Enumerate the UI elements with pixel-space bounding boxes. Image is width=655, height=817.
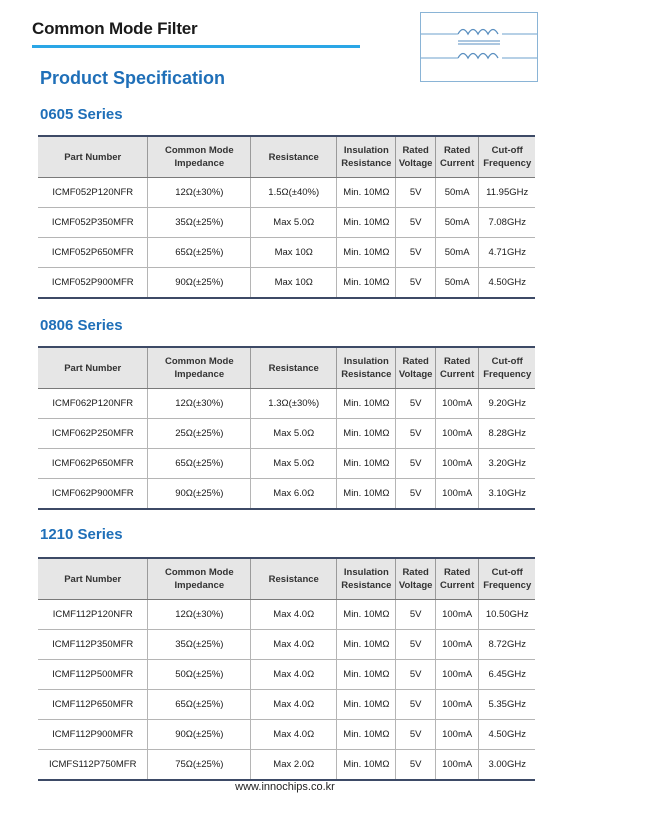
cell-rated-current: 50mA [435, 238, 479, 268]
cell-common-mode-impedance: 12Ω(±30%) [148, 389, 251, 419]
page-title: Common Mode Filter [32, 19, 198, 38]
column-header-text: Current [439, 158, 475, 169]
cell-resistance: Max 6.0Ω [251, 479, 337, 510]
column-header-text: Cut-off [491, 145, 523, 156]
cell-insulation-resistance: Min. 10MΩ [337, 479, 396, 510]
cell-cutoff-frequency: 11.95GHz [479, 178, 535, 208]
cell-rated-current: 100mA [435, 630, 479, 660]
cell-resistance: Max 4.0Ω [251, 600, 337, 630]
series-heading-0605: 0605 Series [40, 106, 123, 123]
cell-insulation-resistance: Min. 10MΩ [337, 600, 396, 630]
column-header-resistance [251, 558, 337, 600]
table-row [38, 419, 535, 449]
cell-rated-voltage: 5V [396, 600, 435, 630]
cell-rated-voltage: 5V [396, 630, 435, 660]
column-header-text: Frequency [483, 158, 532, 169]
column-header-text: Frequency [483, 580, 532, 591]
cell-cutoff-frequency: 8.28GHz [479, 419, 535, 449]
cell-insulation-resistance: Min. 10MΩ [337, 208, 396, 238]
cell-rated-current: 100mA [435, 660, 479, 690]
common-mode-choke-schematic-icon [420, 12, 538, 82]
cell-part-number: ICMF052P900MFR [38, 268, 148, 299]
table-row [38, 750, 535, 781]
cell-rated-voltage: 5V [396, 178, 435, 208]
cell-rated-voltage: 5V [396, 479, 435, 510]
cell-resistance: Max 5.0Ω [251, 419, 337, 449]
column-header-rated-voltage [396, 136, 435, 178]
cell-resistance: Max 4.0Ω [251, 660, 337, 690]
cell-part-number: ICMF112P350MFR [38, 630, 148, 660]
cell-part-number: ICMF112P650MFR [38, 690, 148, 720]
column-header-text: Insulation [343, 356, 389, 367]
cell-common-mode-impedance: 65Ω(±25%) [148, 238, 251, 268]
cell-cutoff-frequency: 10.50GHz [479, 600, 535, 630]
spec-table-1210 [38, 557, 535, 781]
cell-part-number: ICMF052P650MFR [38, 238, 148, 268]
cell-resistance: Max 4.0Ω [251, 720, 337, 750]
column-header-text: Impedance [174, 369, 225, 380]
column-header-text: Common Mode [165, 356, 234, 367]
table-row [38, 268, 535, 299]
cell-rated-voltage: 5V [396, 449, 435, 479]
cell-rated-voltage: 5V [396, 389, 435, 419]
column-header-text: Voltage [398, 158, 433, 169]
column-header-text: Cut-off [491, 567, 523, 578]
column-header-text: Rated [443, 145, 471, 156]
column-header-text: Rated [402, 145, 429, 156]
column-header-text: Part Number [64, 151, 122, 163]
cell-resistance: Max 4.0Ω [251, 630, 337, 660]
column-header-rated-current [435, 558, 479, 600]
cell-rated-current: 100mA [435, 750, 479, 781]
table-header-row [38, 136, 535, 178]
column-header-insulation-resistance [337, 347, 396, 389]
column-header-cutoff-frequency [479, 136, 535, 178]
column-header-text: Rated [402, 567, 429, 578]
cell-common-mode-impedance: 50Ω(±25%) [148, 660, 251, 690]
column-header-text: Part Number [64, 573, 122, 585]
cell-rated-voltage: 5V [396, 690, 435, 720]
series-heading-0806: 0806 Series [40, 317, 123, 334]
table-row [38, 208, 535, 238]
cell-cutoff-frequency: 4.50GHz [479, 720, 535, 750]
cell-insulation-resistance: Min. 10MΩ [337, 449, 396, 479]
cell-common-mode-impedance: 65Ω(±25%) [148, 690, 251, 720]
table-row [38, 630, 535, 660]
cell-common-mode-impedance: 25Ω(±25%) [148, 419, 251, 449]
table-header-row [38, 347, 535, 389]
cell-insulation-resistance: Min. 10MΩ [337, 720, 396, 750]
column-header-text: Resistance [268, 573, 319, 585]
cell-cutoff-frequency: 4.50GHz [479, 268, 535, 299]
cell-insulation-resistance: Min. 10MΩ [337, 660, 396, 690]
cell-rated-voltage: 5V [396, 750, 435, 781]
column-header-resistance [251, 347, 337, 389]
cell-rated-current: 100mA [435, 389, 479, 419]
cell-rated-current: 50mA [435, 208, 479, 238]
table-row [38, 178, 535, 208]
column-header-text: Resistance [268, 362, 319, 374]
cell-common-mode-impedance: 12Ω(±30%) [148, 178, 251, 208]
cell-common-mode-impedance: 75Ω(±25%) [148, 750, 251, 781]
column-header-cutoff-frequency [479, 558, 535, 600]
column-header-rated-current [435, 347, 479, 389]
column-header-text: Rated [443, 567, 471, 578]
column-header-text: Resistance [341, 158, 392, 169]
column-header-cutoff-frequency [479, 347, 535, 389]
column-header-text: Part Number [64, 362, 122, 374]
cell-insulation-resistance: Min. 10MΩ [337, 389, 396, 419]
cell-part-number: ICMF112P500MFR [38, 660, 148, 690]
column-header-text: Insulation [343, 567, 389, 578]
cell-part-number: ICMF112P120NFR [38, 600, 148, 630]
cell-rated-current: 100mA [435, 690, 479, 720]
cell-cutoff-frequency: 6.45GHz [479, 660, 535, 690]
cell-cutoff-frequency: 9.20GHz [479, 389, 535, 419]
cell-insulation-resistance: Min. 10MΩ [337, 419, 396, 449]
cell-rated-voltage: 5V [396, 208, 435, 238]
column-header-rated-voltage [396, 558, 435, 600]
table-row [38, 389, 535, 419]
table-row [38, 690, 535, 720]
cell-resistance: Max 10Ω [251, 268, 337, 299]
column-header-resistance [251, 136, 337, 178]
cell-cutoff-frequency: 5.35GHz [479, 690, 535, 720]
spec-table-0806 [38, 346, 535, 510]
cell-resistance: Max 4.0Ω [251, 690, 337, 720]
cell-rated-voltage: 5V [396, 419, 435, 449]
cell-common-mode-impedance: 35Ω(±25%) [148, 208, 251, 238]
table-row [38, 660, 535, 690]
column-header-text: Common Mode [165, 145, 234, 156]
title-underline [32, 45, 360, 48]
column-header-part-number [38, 136, 148, 178]
cell-rated-current: 100mA [435, 419, 479, 449]
cell-cutoff-frequency: 3.20GHz [479, 449, 535, 479]
cell-part-number: ICMF052P350MFR [38, 208, 148, 238]
column-header-insulation-resistance [337, 558, 396, 600]
cell-part-number: ICMF062P250MFR [38, 419, 148, 449]
table-row [38, 238, 535, 268]
cell-insulation-resistance: Min. 10MΩ [337, 630, 396, 660]
cell-part-number: ICMFS112P750MFR [38, 750, 148, 781]
column-header-rated-current [435, 136, 479, 178]
cell-insulation-resistance: Min. 10MΩ [337, 178, 396, 208]
column-header-common-mode-impedance [148, 136, 251, 178]
cell-common-mode-impedance: 35Ω(±25%) [148, 630, 251, 660]
cell-common-mode-impedance: 65Ω(±25%) [148, 449, 251, 479]
column-header-text: Rated [443, 356, 471, 367]
cell-cutoff-frequency: 8.72GHz [479, 630, 535, 660]
column-header-insulation-resistance [337, 136, 396, 178]
cell-resistance: Max 2.0Ω [251, 750, 337, 781]
cell-resistance: Max 10Ω [251, 238, 337, 268]
column-header-common-mode-impedance [148, 558, 251, 600]
cell-common-mode-impedance: 90Ω(±25%) [148, 268, 251, 299]
cell-rated-current: 100mA [435, 720, 479, 750]
cell-rated-voltage: 5V [396, 720, 435, 750]
table-row [38, 479, 535, 510]
column-header-text: Frequency [483, 369, 532, 380]
column-header-text: Current [439, 580, 475, 591]
cell-resistance: Max 5.0Ω [251, 208, 337, 238]
cell-rated-voltage: 5V [396, 268, 435, 299]
cell-resistance: 1.3Ω(±30%) [251, 389, 337, 419]
cell-cutoff-frequency: 4.71GHz [479, 238, 535, 268]
cell-part-number: ICMF062P650MFR [38, 449, 148, 479]
cell-part-number: ICMF052P120NFR [38, 178, 148, 208]
series-heading-1210: 1210 Series [40, 526, 123, 543]
column-header-rated-voltage [396, 347, 435, 389]
cell-insulation-resistance: Min. 10MΩ [337, 268, 396, 299]
cell-insulation-resistance: Min. 10MΩ [337, 750, 396, 781]
cell-rated-voltage: 5V [396, 660, 435, 690]
cell-resistance: 1.5Ω(±40%) [251, 178, 337, 208]
table-row [38, 720, 535, 750]
table-header-row [38, 558, 535, 600]
cell-cutoff-frequency: 3.00GHz [479, 750, 535, 781]
column-header-text: Current [439, 369, 475, 380]
column-header-common-mode-impedance [148, 347, 251, 389]
cell-resistance: Max 5.0Ω [251, 449, 337, 479]
table-row [38, 449, 535, 479]
cell-cutoff-frequency: 7.08GHz [479, 208, 535, 238]
cell-common-mode-impedance: 90Ω(±25%) [148, 479, 251, 510]
column-header-text: Rated [402, 356, 429, 367]
table-row [38, 600, 535, 630]
spec-table-0605 [38, 135, 535, 299]
cell-part-number: ICMF112P900MFR [38, 720, 148, 750]
cell-part-number: ICMF062P900MFR [38, 479, 148, 510]
column-header-text: Cut-off [491, 356, 523, 367]
column-header-text: Voltage [398, 580, 433, 591]
cell-rated-current: 100mA [435, 600, 479, 630]
footer-website: www.innochips.co.kr [235, 781, 335, 793]
column-header-text: Resistance [341, 580, 392, 591]
column-header-text: Impedance [174, 158, 225, 169]
cell-rated-voltage: 5V [396, 238, 435, 268]
column-header-part-number [38, 558, 148, 600]
cell-common-mode-impedance: 90Ω(±25%) [148, 720, 251, 750]
cell-part-number: ICMF062P120NFR [38, 389, 148, 419]
column-header-text: Voltage [398, 369, 433, 380]
cell-common-mode-impedance: 12Ω(±30%) [148, 600, 251, 630]
column-header-text: Common Mode [165, 567, 234, 578]
column-header-part-number [38, 347, 148, 389]
column-header-text: Impedance [174, 580, 225, 591]
cell-rated-current: 100mA [435, 449, 479, 479]
cell-cutoff-frequency: 3.10GHz [479, 479, 535, 510]
column-header-text: Insulation [343, 145, 389, 156]
column-header-text: Resistance [341, 369, 392, 380]
cell-rated-current: 50mA [435, 268, 479, 299]
cell-insulation-resistance: Min. 10MΩ [337, 238, 396, 268]
cell-rated-current: 100mA [435, 479, 479, 510]
cell-insulation-resistance: Min. 10MΩ [337, 690, 396, 720]
product-specification-heading: Product Specification [40, 68, 226, 88]
column-header-text: Resistance [268, 151, 319, 163]
cell-rated-current: 50mA [435, 178, 479, 208]
